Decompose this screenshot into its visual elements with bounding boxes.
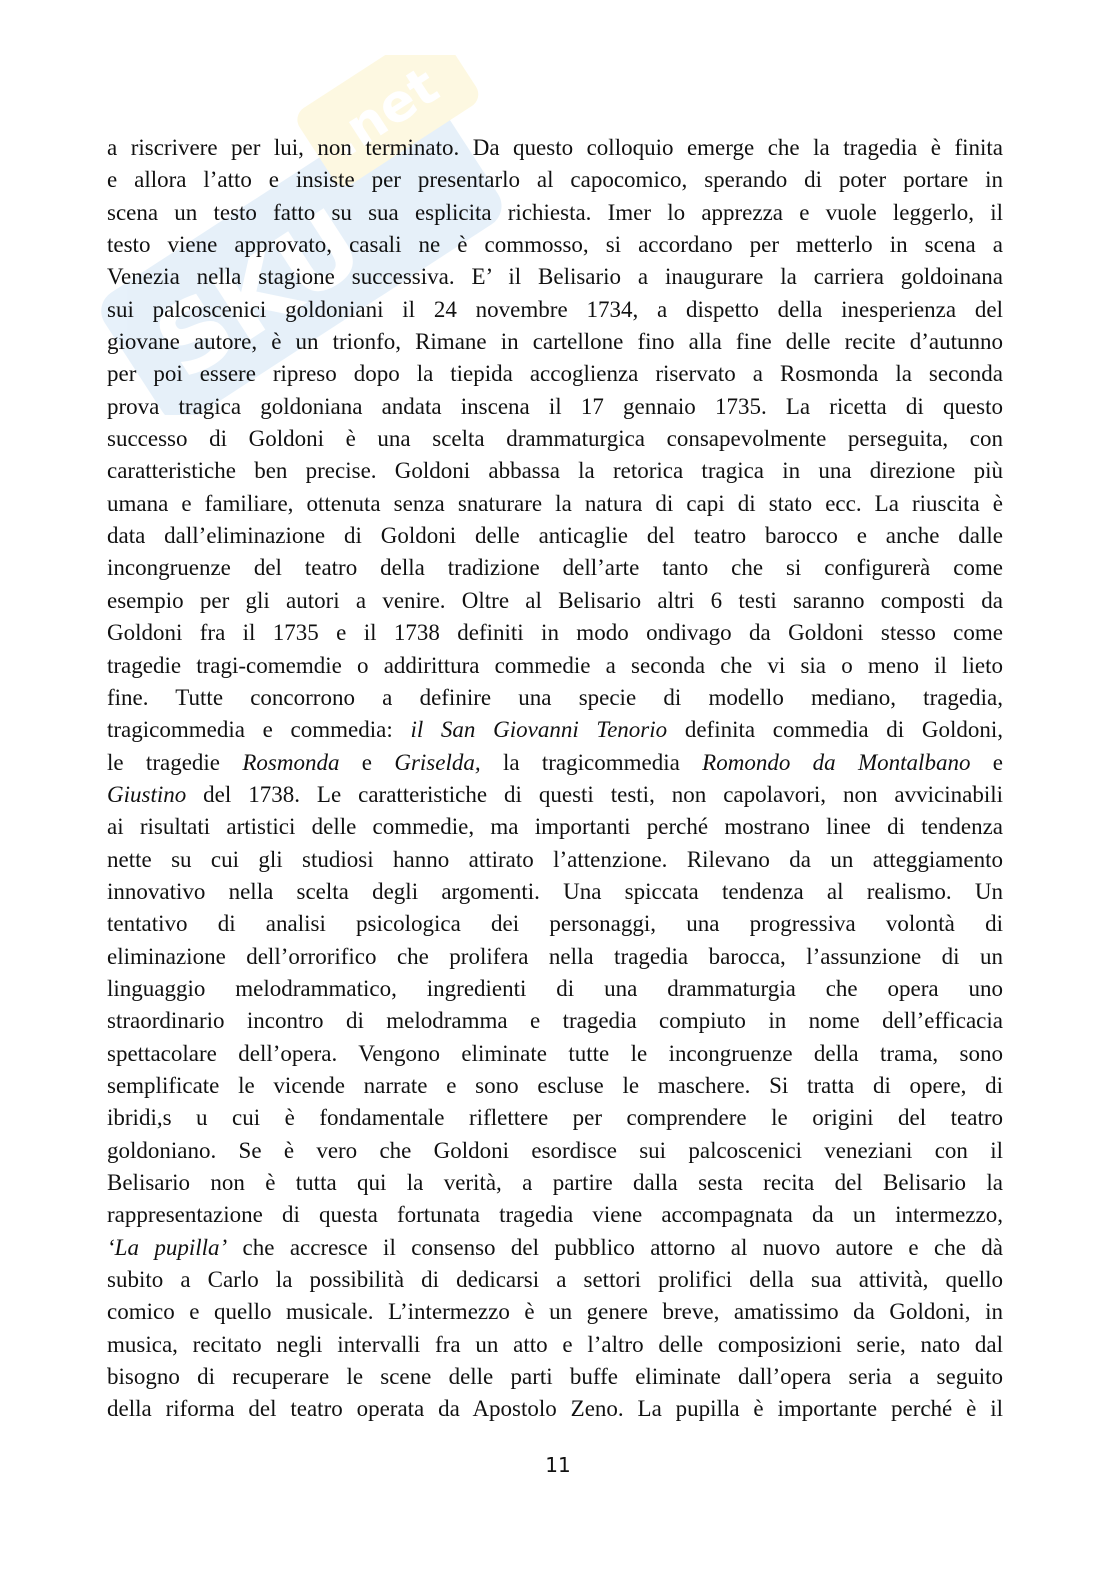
text-segment: nette su cui gli studiosi hanno attirato l’attenzione. Rilevano da un atteggiamento (107, 846, 1003, 872)
text-line (107, 908, 1003, 940)
italic-title: Giustino (107, 781, 187, 807)
text-segment: e allora l’atto e insiste per presentarlo al capocomico, sperando di poter portare in (107, 167, 1003, 193)
text-segment: innovativo nella scelta degli argomenti. Una spiccata tendenza al realismo. Un (107, 878, 1003, 904)
italic-title: Griselda, (394, 749, 481, 775)
italic-title: ‘La pupilla’ (107, 1234, 228, 1260)
text-segment: tentativo di analisi psicologica dei personaggi, una progressiva volontà di (107, 911, 1003, 937)
text-segment: scena un testo fatto su sua esplicita richiesta. Imer lo apprezza e vuole leggerlo, il (107, 199, 1003, 225)
text-segment: sui palcoscenici goldoniani il 24 novembre 1734, a dispetto della inesperienza del (107, 296, 1003, 322)
text-line (107, 455, 1003, 487)
text-segment: caratteristiche ben precise. Goldoni abbassa la retorica tragica in una direzione più (107, 458, 1003, 484)
text-segment: della riforma del teatro operata da Apostolo Zeno. La pupilla è importante perché è il (107, 1396, 1003, 1422)
text-line (107, 941, 1003, 973)
text-segment: comico e quello musicale. L’intermezzo è un genere breve, amatissimo da Goldoni, in (107, 1299, 1003, 1325)
text-line (107, 391, 1003, 423)
svg-text:SKU: SKU (136, 187, 382, 402)
text-segment: definita commedia di Goldoni, (667, 717, 1004, 743)
text-line (107, 1199, 1003, 1231)
text-line (107, 1070, 1003, 1102)
text-line (107, 714, 1003, 746)
text-segment: rappresentazione di questa fortunata tragedia viene accompagnata da un intermezzo, (107, 1202, 1003, 1228)
text-segment: Belisario non è tutta qui la verità, a partire dalla sesta recita del Belisario la (107, 1170, 1003, 1195)
text-line (107, 294, 1003, 326)
body-paragraph (107, 132, 1003, 1426)
text-line (107, 1329, 1003, 1361)
text-line (107, 1135, 1003, 1167)
text-line (107, 552, 1003, 584)
text-line (107, 1005, 1003, 1037)
text-segment: testo viene approvato, casali ne è commosso, si accordano per metterlo in scena a (107, 232, 1003, 258)
text-segment: fine. Tutte concorrono a definire una specie di modello mediano, tragedia, (107, 684, 1003, 710)
text-line (107, 811, 1003, 843)
text-segment: a riscrivere per lui, non terminato. Da questo colloquio emerge che la tragedia è finita (107, 135, 1003, 160)
text-segment: e (339, 749, 395, 775)
text-segment: straordinario incontro di melodramma e tragedia compiuto in nome dell’efficacia (107, 1008, 1003, 1034)
text-line (107, 650, 1003, 682)
text-line (107, 1264, 1003, 1296)
italic-title: il San Giovanni Tenorio (410, 717, 668, 743)
text-segment: tragedie tragi-comemdie o addirittura commedie a seconda che vi sia o meno il lieto (107, 652, 1003, 678)
text-line (107, 358, 1003, 390)
text-segment: le tragedie (107, 749, 243, 775)
text-segment: linguaggio melodrammatico, ingredienti di una drammaturgia che opera uno (107, 975, 1003, 1001)
text-segment: umana e familiare, ottenuta senza snaturare la natura di capi di stato ecc. La riuscita è (107, 490, 1003, 516)
text-segment: ai risultati artistici delle commedie, ma importanti perché mostrano linee di tendenza (107, 814, 1003, 840)
text-line (107, 488, 1003, 520)
text-line (107, 164, 1003, 196)
text-segment: Goldoni fra il 1735 e il 1738 definiti in modo ondivago da Goldoni stesso come (107, 620, 1003, 646)
text-segment: che accresce il consenso del pubblico attorno al nuovo autore e che dà (227, 1234, 1003, 1260)
text-line (107, 585, 1003, 617)
text-segment: ibridi,s u cui è fondamentale riflettere per comprendere le origini del teatro (107, 1105, 1003, 1131)
text-segment: per poi essere ripreso dopo la tiepida accoglienza riservato a Rosmonda la seconda (107, 361, 1003, 387)
italic-title: Rosmonda (242, 749, 340, 775)
text-segment: esempio per gli autori a venire. Oltre al Belisario altri 6 testi saranno composti da (107, 587, 1003, 613)
text-segment: subito a Carlo la possibilità di dedicarsi a settori prolifici della sua attività, quello (107, 1267, 1003, 1293)
text-segment: eliminazione dell’orrorifico che prolifera nella tragedia barocca, l’assunzione di un (107, 943, 1003, 969)
text-segment: incongruenze del teatro della tradizione dell’arte tanto che si configurerà come (107, 555, 1003, 581)
text-line (107, 197, 1003, 229)
page-number: 11 (545, 1453, 571, 1477)
text-segment: prova tragica goldoniana andata inscena il 17 gennaio 1735. La ricetta di questo (107, 393, 1003, 419)
text-line (107, 1361, 1003, 1393)
text-line (107, 1167, 1003, 1199)
text-segment: data dall’eliminazione di Goldoni delle anticaglie del teatro barocco e anche dalle (107, 523, 1003, 549)
text-line (107, 423, 1003, 455)
text-line (107, 1102, 1003, 1134)
text-line (107, 132, 1003, 164)
text-line (107, 520, 1003, 552)
text-line (107, 973, 1003, 1005)
text-line (107, 1038, 1003, 1070)
text-line (107, 779, 1003, 811)
text-segment: tragicommedia e commedia: (107, 717, 411, 743)
text-segment: del 1738. Le caratteristiche di questi testi, non capolavori, non avvicinabili (186, 781, 1003, 807)
text-segment: e (970, 749, 1003, 775)
text-segment: Venezia nella stagione successiva. E’ il Belisario a inaugurare la carriera goldoinana (107, 264, 1003, 290)
text-line (107, 876, 1003, 908)
text-line (107, 682, 1003, 714)
text-line (107, 1393, 1003, 1425)
text-segment: musica, recitato negli intervalli fra un atto e l’altro delle composizioni serie, nato dal (107, 1331, 1003, 1357)
text-segment: la tragicommedia (480, 749, 703, 775)
svg-text:.net: .net (318, 56, 450, 171)
text-line (107, 844, 1003, 876)
text-line (107, 1232, 1003, 1264)
text-line (107, 617, 1003, 649)
text-segment: spettacolare dell’opera. Vengono eliminate tutte le incongruenze della trama, sono (107, 1040, 1003, 1066)
text-line (107, 261, 1003, 293)
text-segment: giovane autore, è un trionfo, Rimane in cartellone fino alla fine delle recite d’autunno (107, 329, 1003, 355)
text-segment: bisogno di recuperare le scene delle parti buffe eliminate dall’opera seria a seguito (107, 1364, 1003, 1390)
text-line (107, 326, 1003, 358)
text-segment: goldoniano. Se è vero che Goldoni esordisce sui palcoscenici veneziani con il (107, 1137, 1003, 1163)
italic-title: Romondo da Montalbano (702, 749, 971, 775)
text-line (107, 229, 1003, 261)
text-line (107, 747, 1003, 779)
text-segment: semplificate le vicende narrate e sono escluse le maschere. Si tratta di opere, di (107, 1072, 1003, 1098)
text-segment: successo di Goldoni è una scelta drammaturgica consapevolmente perseguita, con (107, 426, 1003, 452)
text-line (107, 1296, 1003, 1328)
